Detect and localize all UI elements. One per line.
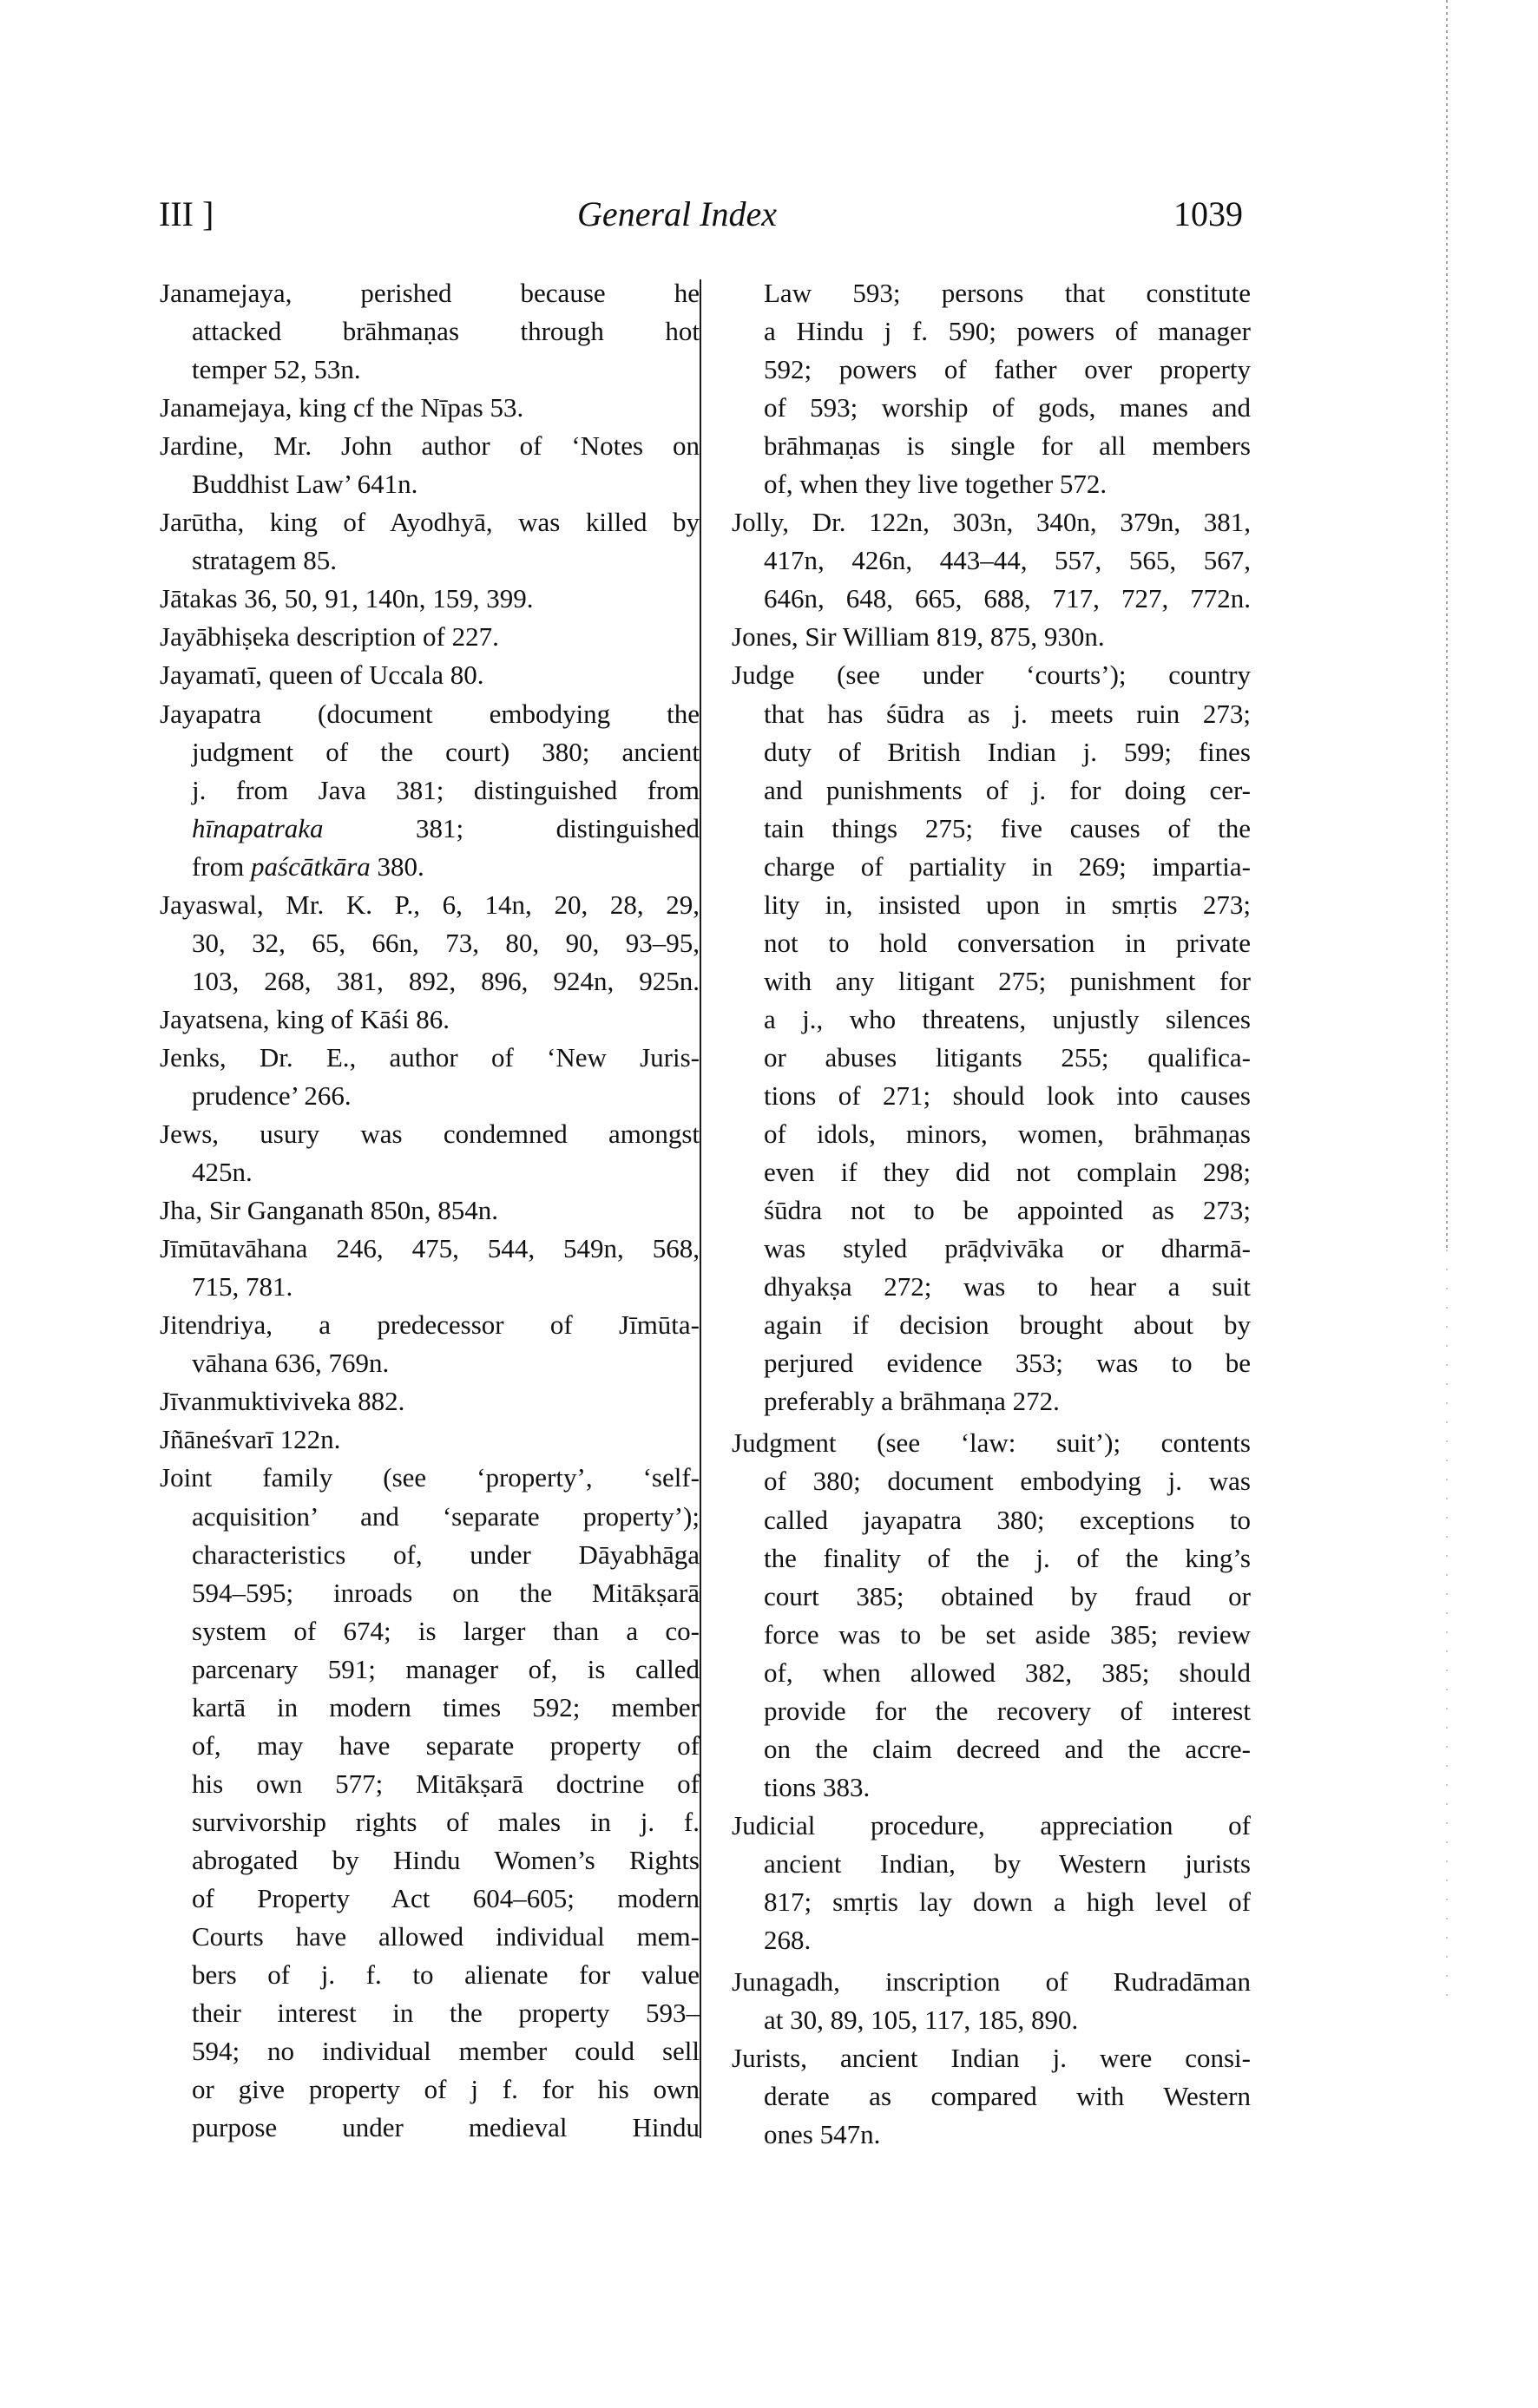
index-entry-continuation-line: brāhmaṇas is single for all members: [764, 430, 1251, 462]
index-entry-line: Janamejaya, perished because he: [160, 278, 700, 308]
index-entry-continuation-line: 817; smṛtis lay down a high level of: [764, 1886, 1251, 1917]
index-entry-continuation-line: called jayapatra 380; exceptions to: [764, 1504, 1251, 1535]
index-entry-continuation-line: or abuses litigants 255; qualifica-: [764, 1041, 1251, 1073]
index-entry-continuation-line: charge of partiality in 269; impartia-: [764, 850, 1251, 882]
index-entry-continuation-line: a Hindu j f. 590; powers of manager: [764, 316, 1251, 347]
index-entry-continuation-line: duty of British Indian j. 599; fines: [764, 736, 1251, 767]
index-entry-continuation-line: from paścātkāra 380.: [192, 850, 424, 882]
index-column-left: [160, 274, 700, 2147]
index-entry-continuation-line: of, when they live together 572.: [764, 469, 1107, 500]
index-entry-continuation-line: a j., who threatens, unjustly silences: [764, 1003, 1251, 1034]
index-entry-line: Jīmūtavāhana 246, 475, 544, 549n, 568,: [160, 1233, 700, 1264]
index-entry-continuation-line: Buddhist Law’ 641n.: [192, 469, 418, 500]
index-entry-continuation-line: of, when allowed 382, 385; should: [764, 1657, 1251, 1688]
index-entry-continuation-line: parcenary 591; manager of, is called: [192, 1653, 700, 1684]
index-entry-continuation-line: dhyakṣa 272; was to hear a suit: [764, 1271, 1251, 1302]
index-entry-continuation-line: 715, 781.: [192, 1271, 293, 1302]
scan-edge-artifact: [1446, 0, 1448, 1250]
index-entry-line: Jayaswal, Mr. K. P., 6, 14n, 20, 28, 29,: [160, 889, 700, 920]
index-entry-continuation-line: tions 383.: [764, 1771, 871, 1802]
index-entry-continuation-line: their interest in the property 593–: [192, 1998, 700, 2029]
index-entry-continuation-line: again if decision brought about by: [764, 1309, 1251, 1341]
index-entry-line: Jīvanmuktiviveka 882.: [160, 1386, 405, 1417]
index-entry-continuation-line: perjured evidence 353; was to be: [764, 1348, 1251, 1379]
index-entry-line: Jha, Sir Ganganath 850n, 854n.: [160, 1195, 499, 1226]
index-entry-continuation-line: with any litigant 275; punishment for: [764, 965, 1251, 996]
index-entry-continuation-line: 646n, 648, 665, 688, 717, 727, 772n.: [764, 583, 1251, 614]
index-entry-continuation-line: 594; no individual member could sell: [192, 2036, 700, 2067]
index-entry-continuation-line: Law 593; persons that constitute: [764, 278, 1251, 308]
index-entry-continuation-line: purpose under medieval Hindu: [192, 2112, 700, 2143]
index-entry-continuation-line: not to hold conversation in private: [764, 927, 1251, 958]
index-entry-continuation-line: kartā in modern times 592; member: [192, 1691, 700, 1722]
volume-marker: III ]: [159, 194, 214, 233]
index-entry-continuation-line: 425n.: [192, 1157, 253, 1188]
index-entry-continuation-line: stratagem 85.: [192, 545, 338, 576]
index-entry-line: Jitendriya, a predecessor of Jīmūta-: [160, 1309, 700, 1341]
index-entry-continuation-line: abrogated by Hindu Women’s Rights: [192, 1844, 700, 1875]
index-entry-line: Jayamatī, queen of Uccala 80.: [160, 659, 484, 691]
index-entry-continuation-line: system of 674; is larger than a co-: [192, 1615, 700, 1646]
index-entry-continuation-line: vāhana 636, 769n.: [192, 1348, 390, 1379]
index-entry-continuation-line: of Property Act 604–605; modern: [192, 1882, 700, 1913]
scan-edge-artifact-faint: [1446, 1250, 1448, 2013]
index-entry-continuation-line: śūdra not to be appointed as 273;: [764, 1195, 1251, 1226]
index-entry-continuation-line: derate as compared with Western: [764, 2081, 1251, 2112]
index-entry-continuation-line: 594–595; inroads on the Mitākṣarā: [192, 1577, 700, 1608]
page-header: [159, 193, 1247, 236]
index-entry-continuation-line: that has śūdra as j. meets ruin 273;: [764, 698, 1251, 729]
index-entry-line: Jarūtha, king of Ayodhyā, was killed by: [160, 507, 700, 538]
index-entry-continuation-line: 30, 32, 65, 66n, 73, 80, 90, 93–95,: [192, 927, 700, 958]
index-entry-continuation-line: lity in, insisted upon in smṛtis 273;: [764, 889, 1251, 920]
index-entry-continuation-line: Courts have allowed individual mem-: [192, 1921, 700, 1952]
index-entry-line: Jñāneśvarī 122n.: [160, 1424, 341, 1455]
page-number: 1039: [1173, 194, 1243, 233]
index-entry-continuation-line: hīnapatraka 381; distinguished: [192, 812, 700, 843]
index-entry-line: Junagadh, inscription of Rudradāman: [732, 1966, 1251, 1998]
index-entry-continuation-line: judgment of the court) 380; ancient: [192, 736, 700, 767]
index-entry-line: Jardine, Mr. John author of ‘Notes on: [160, 430, 700, 462]
index-entry-continuation-line: court 385; obtained by fraud or: [764, 1580, 1251, 1611]
index-entry-continuation-line: provide for the recovery of interest: [764, 1695, 1251, 1726]
index-entry-line: Jurists, ancient Indian j. were consi-: [732, 2043, 1251, 2074]
index-entry-line: Jews, usury was condemned amongst: [160, 1119, 700, 1150]
index-entry-continuation-line: 592; powers of father over property: [764, 354, 1251, 385]
index-entry-line: Janamejaya, king cf the Nīpas 53.: [160, 392, 524, 423]
index-entry-continuation-line: his own 577; Mitākṣarā doctrine of: [192, 1768, 700, 1799]
index-entry-continuation-line: force was to be set aside 385; review: [764, 1618, 1251, 1650]
index-entry-line: Jolly, Dr. 122n, 303n, 340n, 379n, 381,: [732, 507, 1251, 538]
index-entry-continuation-line: 268.: [764, 1925, 812, 1956]
index-entry-line: Judicial procedure, appreciation of: [732, 1809, 1251, 1840]
index-entry-continuation-line: of, may have separate property of: [192, 1729, 700, 1761]
index-entry-continuation-line: attacked brāhmaṇas through hot: [192, 316, 700, 347]
index-entry-continuation-line: the finality of the j. of the king’s: [764, 1542, 1251, 1573]
index-entry-line: Jenks, Dr. E., author of ‘New Juris-: [160, 1041, 700, 1073]
index-column-right: [732, 274, 1251, 2154]
index-entry-continuation-line: characteristics of, under Dāyabhāga: [192, 1539, 700, 1570]
index-entry-continuation-line: on the claim decreed and the accre-: [764, 1733, 1251, 1764]
italic-term: paścātkāra: [251, 850, 371, 882]
index-entry-continuation-line: prudence’ 266.: [192, 1079, 352, 1111]
index-entry-continuation-line: ancient Indian, by Western jurists: [764, 1847, 1251, 1879]
index-entry-continuation-line: temper 52, 53n.: [192, 354, 361, 385]
index-entry-continuation-line: even if they did not complain 298;: [764, 1157, 1251, 1188]
index-entry-continuation-line: and punishments of j. for doing cer-: [764, 774, 1251, 805]
index-entry-continuation-line: j. from Java 381; distinguished from: [192, 774, 700, 805]
index-entry-line: Jayatsena, king of Kāśi 86.: [160, 1003, 450, 1034]
index-entry-continuation-line: bers of j. f. to alienate for value: [192, 1959, 700, 1991]
running-title: General Index: [577, 194, 777, 233]
index-entry-continuation-line: of idols, minors, women, brāhmaṇas: [764, 1119, 1251, 1150]
index-entry-line: Judgment (see ‘law: suit’); contents: [732, 1427, 1251, 1459]
column-divider: [700, 279, 701, 2138]
index-entry-continuation-line: was styled prāḍvivāka or dharmā-: [764, 1233, 1251, 1264]
index-entry-continuation-line: at 30, 89, 105, 117, 185, 890.: [764, 2004, 1079, 2036]
index-entry-continuation-line: tain things 275; five causes of the: [764, 812, 1251, 843]
index-entry-continuation-line: survivorship rights of males in j. f.: [192, 1806, 700, 1837]
index-entry-line: Jātakas 36, 50, 91, 140n, 159, 399.: [160, 583, 534, 614]
index-entry-continuation-line: 103, 268, 381, 892, 896, 924n, 925n.: [192, 965, 700, 996]
index-entry-continuation-line: or give property of j f. for his own: [192, 2074, 700, 2105]
index-entry-line: Joint family (see ‘property’, ‘self-: [160, 1462, 700, 1493]
index-entry-continuation-line: of 380; document embodying j. was: [764, 1466, 1251, 1497]
italic-term: hīnapatraka: [192, 812, 324, 843]
index-entry-continuation-line: ones 547n.: [764, 2119, 881, 2150]
index-entry-line: Jones, Sir William 819, 875, 930n.: [732, 621, 1105, 653]
index-entry-line: Jayābhiṣeka description of 227.: [160, 621, 499, 653]
index-entry-line: Judge (see under ‘courts’); country: [732, 659, 1251, 691]
index-entry-continuation-line: 417n, 426n, 443–44, 557, 565, 567,: [764, 545, 1251, 576]
index-entry-continuation-line: acquisition’ and ‘separate property’);: [192, 1500, 700, 1532]
index-entry-line: Jayapatra (document embodying the: [160, 698, 700, 729]
index-entry-continuation-line: preferably a brāhmaṇa 272.: [764, 1386, 1060, 1417]
index-entry-continuation-line: tions of 271; should look into causes: [764, 1079, 1251, 1111]
index-entry-continuation-line: of 593; worship of gods, manes and: [764, 392, 1251, 423]
